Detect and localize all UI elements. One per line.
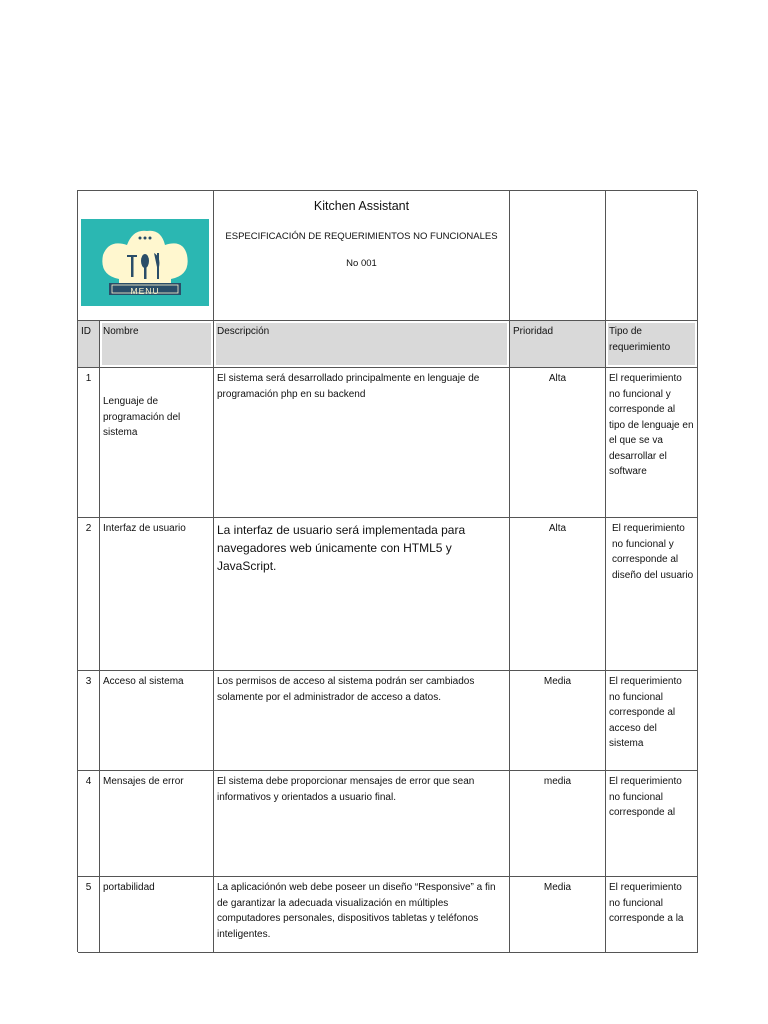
row-name: Lenguaje de programación del sistema <box>100 368 214 518</box>
row-name: Acceso al sistema <box>100 671 214 771</box>
row-description: El sistema será desarrollado principalmente en lenguaje de programación php en su backend <box>214 368 510 518</box>
row-type: El requerimiento no funcional corresponde al <box>606 771 698 877</box>
row-priority: Media <box>510 877 606 953</box>
row-name: Mensajes de error <box>100 771 214 877</box>
empty-cell <box>510 191 606 321</box>
row-id: 1 <box>78 368 100 518</box>
document-number: No 001 <box>346 258 377 269</box>
header-name: Nombre <box>100 321 214 368</box>
menu-logo <box>81 219 209 306</box>
row-id: 2 <box>78 518 100 671</box>
document-subtitle: ESPECIFICACIÓN DE REQUERIMIENTOS NO FUNCIONALES <box>225 230 498 242</box>
row-id: 3 <box>78 671 100 771</box>
row-priority: Media <box>510 671 606 771</box>
requirements-table <box>77 190 697 952</box>
row-priority: Alta <box>510 368 606 518</box>
row-type: El requerimiento no funcional y corresponde al tipo de lenguaje en el que se va desarrollar el software <box>606 368 698 518</box>
header-id: ID <box>78 321 100 368</box>
row-id: 4 <box>78 771 100 877</box>
row-type: El requerimiento no funcional y corresponde al diseño del usuario <box>606 518 698 671</box>
row-id: 5 <box>78 877 100 953</box>
title-cell <box>214 191 510 321</box>
logo-cell <box>78 191 214 321</box>
row-type: El requerimiento no funcional corresponde a la <box>606 877 698 953</box>
row-name: Interfaz de usuario <box>100 518 214 671</box>
header-description: Descripción <box>214 321 510 368</box>
logo-text: MENU <box>130 286 160 296</box>
row-description: La aplicaciónón web debe poseer un diseño “Responsive” a fin de garantizar la adecuada visualización en múltiples computadores personales, dispositivos tabletas y teléfonos inteligentes. <box>214 877 510 953</box>
row-priority: Alta <box>510 518 606 671</box>
row-name: portabilidad <box>100 877 214 953</box>
header-type: Tipo de requerimiento <box>606 321 698 368</box>
empty-cell <box>606 191 698 321</box>
row-description: El sistema debe proporcionar mensajes de error que sean informativos y orientados a usuario final. <box>214 771 510 877</box>
row-type: El requerimiento no funcional corresponde al acceso del sistema <box>606 671 698 771</box>
row-description: La interfaz de usuario será implementada para navegadores web únicamente con HTML5 y JavaScript. <box>214 518 510 671</box>
row-description: Los permisos de acceso al sistema podrán ser cambiados solamente por el administrador de acceso a datos. <box>214 671 510 771</box>
row-priority: media <box>510 771 606 877</box>
header-priority: Prioridad <box>510 321 606 368</box>
document-title: Kitchen Assistant <box>313 199 410 213</box>
